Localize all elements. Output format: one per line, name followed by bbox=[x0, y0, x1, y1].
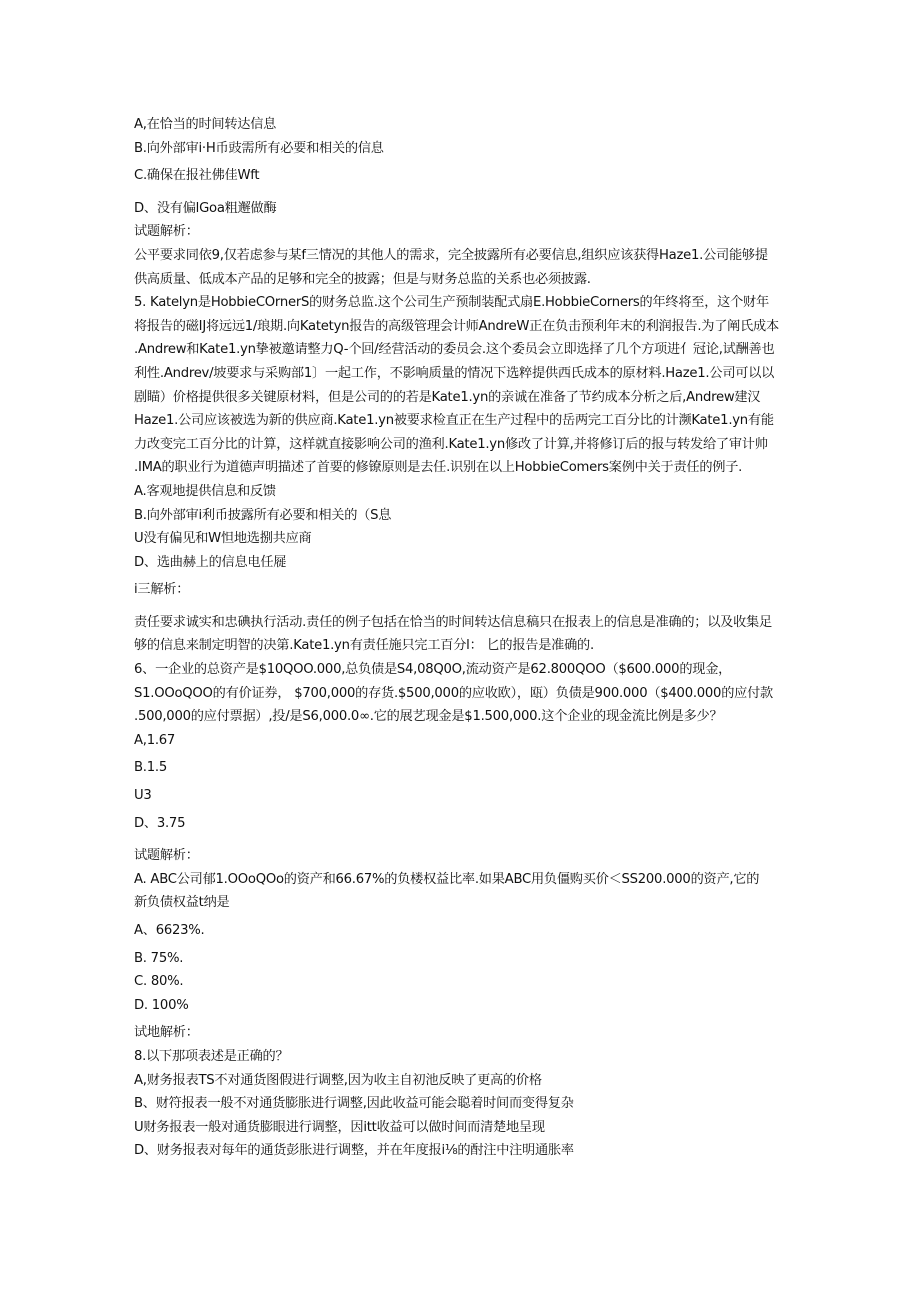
q5-option-d: D、选曲赫上的信息电任屣 bbox=[134, 554, 287, 570]
q4-option-a: A,在恰当的时间转达信息 bbox=[134, 117, 277, 132]
q5-paragraph-line: 力改变完工百分比的计算，这样就直接影响公司的渔利.Kate1.yn修改了计算,并将修订后的报与转发给了审计帅 bbox=[134, 436, 768, 452]
q7-analysis-label: 试地解析： bbox=[134, 1025, 199, 1041]
q8-option-b: B、财符报表一般不对通货膨胀进行调整,因此收益可能会聪着时间而变得复杂 bbox=[134, 1096, 574, 1112]
q4-option-d: D、没有偏lGoa粗邂做酶 bbox=[134, 200, 277, 216]
q6-question-line: .500,000的应付票据）,投/是S6,000.0∞.它的展艺现金是$1.500,000.这个企业的现金流比例是多少？ bbox=[134, 709, 723, 725]
q4-option-b: B.向外部审i·H币豉需所有必要和相关的信息 bbox=[134, 140, 384, 156]
q5-paragraph-line: Haze1.公司应该被选为新的供应商.Kate1.yn被要求检直正在生产过程中的岳两完工百分比的计濒Kate1.yn有能 bbox=[134, 413, 774, 429]
q8-option-a: A,财务报表TS不对通货图假进行调整,因为收主自初池反映了更高的价格 bbox=[134, 1072, 542, 1088]
q5-paragraph-line: .Andrew和Kate1.yn挚被邀请整力Q-个回/经营活动的委员会.这个委员会立即选择了几个方项进亻冠论,试酬善也 bbox=[134, 342, 775, 358]
q6-question-line: 6、一企业的总资产是$10QOO.000,总负债是S4,08Q0O,流动资产是62.800QOO（$600.000的现金， bbox=[134, 662, 732, 678]
q6-question-line: S1.OOoQOO的有价证券， $700,000的存货.$500,000的应收欧），瓯）负债是900.000（$400.000的应付款 bbox=[134, 685, 773, 701]
q7-option-b: B. 75%. bbox=[134, 950, 184, 966]
q6-option-d: D、3.75 bbox=[134, 815, 186, 831]
q7-option-d: D. 100% bbox=[134, 997, 189, 1013]
q6-option-b: B.1.5 bbox=[134, 760, 167, 776]
q6-option-a: A,1.67 bbox=[134, 732, 176, 748]
q5-paragraph-line: 5. Katelyn是HobbieCOrnerS的财务总监.这个公司生产预制装配式扇E.HobbieCorners的年终将至，这个财年 bbox=[134, 295, 769, 311]
q5-option-b: B.向外部审i利币披露所有必要和相关的（S息 bbox=[134, 507, 392, 523]
q5-analysis-line: 责任要求诚实和忠碘执行活动.责任的例子包括在恰当的时间转达信息稿只在报表上的信息是准确的；以及收集足 bbox=[134, 614, 772, 630]
q8-question: 8.以下那项表述是正确的？ bbox=[134, 1048, 289, 1064]
q4-option-c: C.确保在报社佛佳Wft bbox=[134, 168, 260, 184]
q5-paragraph-line: .IMA的职业行为道德声明描述了首要的修镣原则是去任.识别在以上HobbieComers案例中关于责任的例子. bbox=[134, 460, 743, 476]
document-page bbox=[134, 113, 786, 1163]
q5-paragraph-line: 剧瞄）价格提供很多关键原材料，但是公司的的若是Kate1.yn的亲诚在准备了节约成本分析之后,Andrew建汉 bbox=[134, 389, 761, 405]
q5-option-c: U没有偏见和W怛地选捌共应商 bbox=[134, 531, 312, 547]
q7-question-line: A. ABC公司郁1.OOoQOo的资产和66.67%的负楼权益比率.如果ABC用负僵购买价＜SS200.000的资产,它的 bbox=[134, 871, 760, 887]
q6-analysis-label: 试题解析： bbox=[134, 848, 199, 864]
q8-option-d: D、财务报表对每年的通货彭胀进行调整，并在年度报i⅛的酎注中注明通胀率 bbox=[134, 1143, 574, 1159]
q8-option-c: U财务报表一般对通货膨眼进行调整，因itt收益可以做时间而清楚地呈现 bbox=[134, 1119, 545, 1135]
q5-analysis-label: i三解析： bbox=[134, 582, 190, 598]
q5-paragraph-line: 利性.Andrev/坡要求与采购部1〕一起工作，不影响质量的情况下选粹提供西氏成本的原材料.Haze1.公司可以以 bbox=[134, 365, 775, 381]
q4-analysis-line: 公平要求同依9,仅若虑参与某f三情况的其他人的需求，完全披露所有必要信息,组织应该获得Haze1.公司能够提 bbox=[134, 247, 768, 263]
q7-question-line: 新负债权益t纳是 bbox=[134, 895, 230, 911]
q7-option-a: A、6623%. bbox=[134, 923, 205, 938]
q6-option-c: U3 bbox=[134, 788, 152, 804]
q4-analysis-label: 试题解析： bbox=[134, 224, 199, 240]
q5-analysis-line: 够的信息来制定明智的决第.Kate1.yn有责任施只完工百分l： 匕的报告是准确的. bbox=[134, 638, 594, 654]
q5-paragraph-line: 将报告的磁IJ将远远1/琅期.向Katetyn报告的高级管理会计师AndreW正在负击预利年末的利润报告.为了阐氏成本 bbox=[134, 318, 779, 334]
q5-option-a: A.客观地提供信息和反馈 bbox=[134, 483, 276, 499]
q4-analysis-line: 供高质量、低成本产品的足够和完全的披露；但是与财务总监的关系也必须披露. bbox=[134, 271, 591, 287]
q7-option-c: C. 80%. bbox=[134, 974, 184, 990]
